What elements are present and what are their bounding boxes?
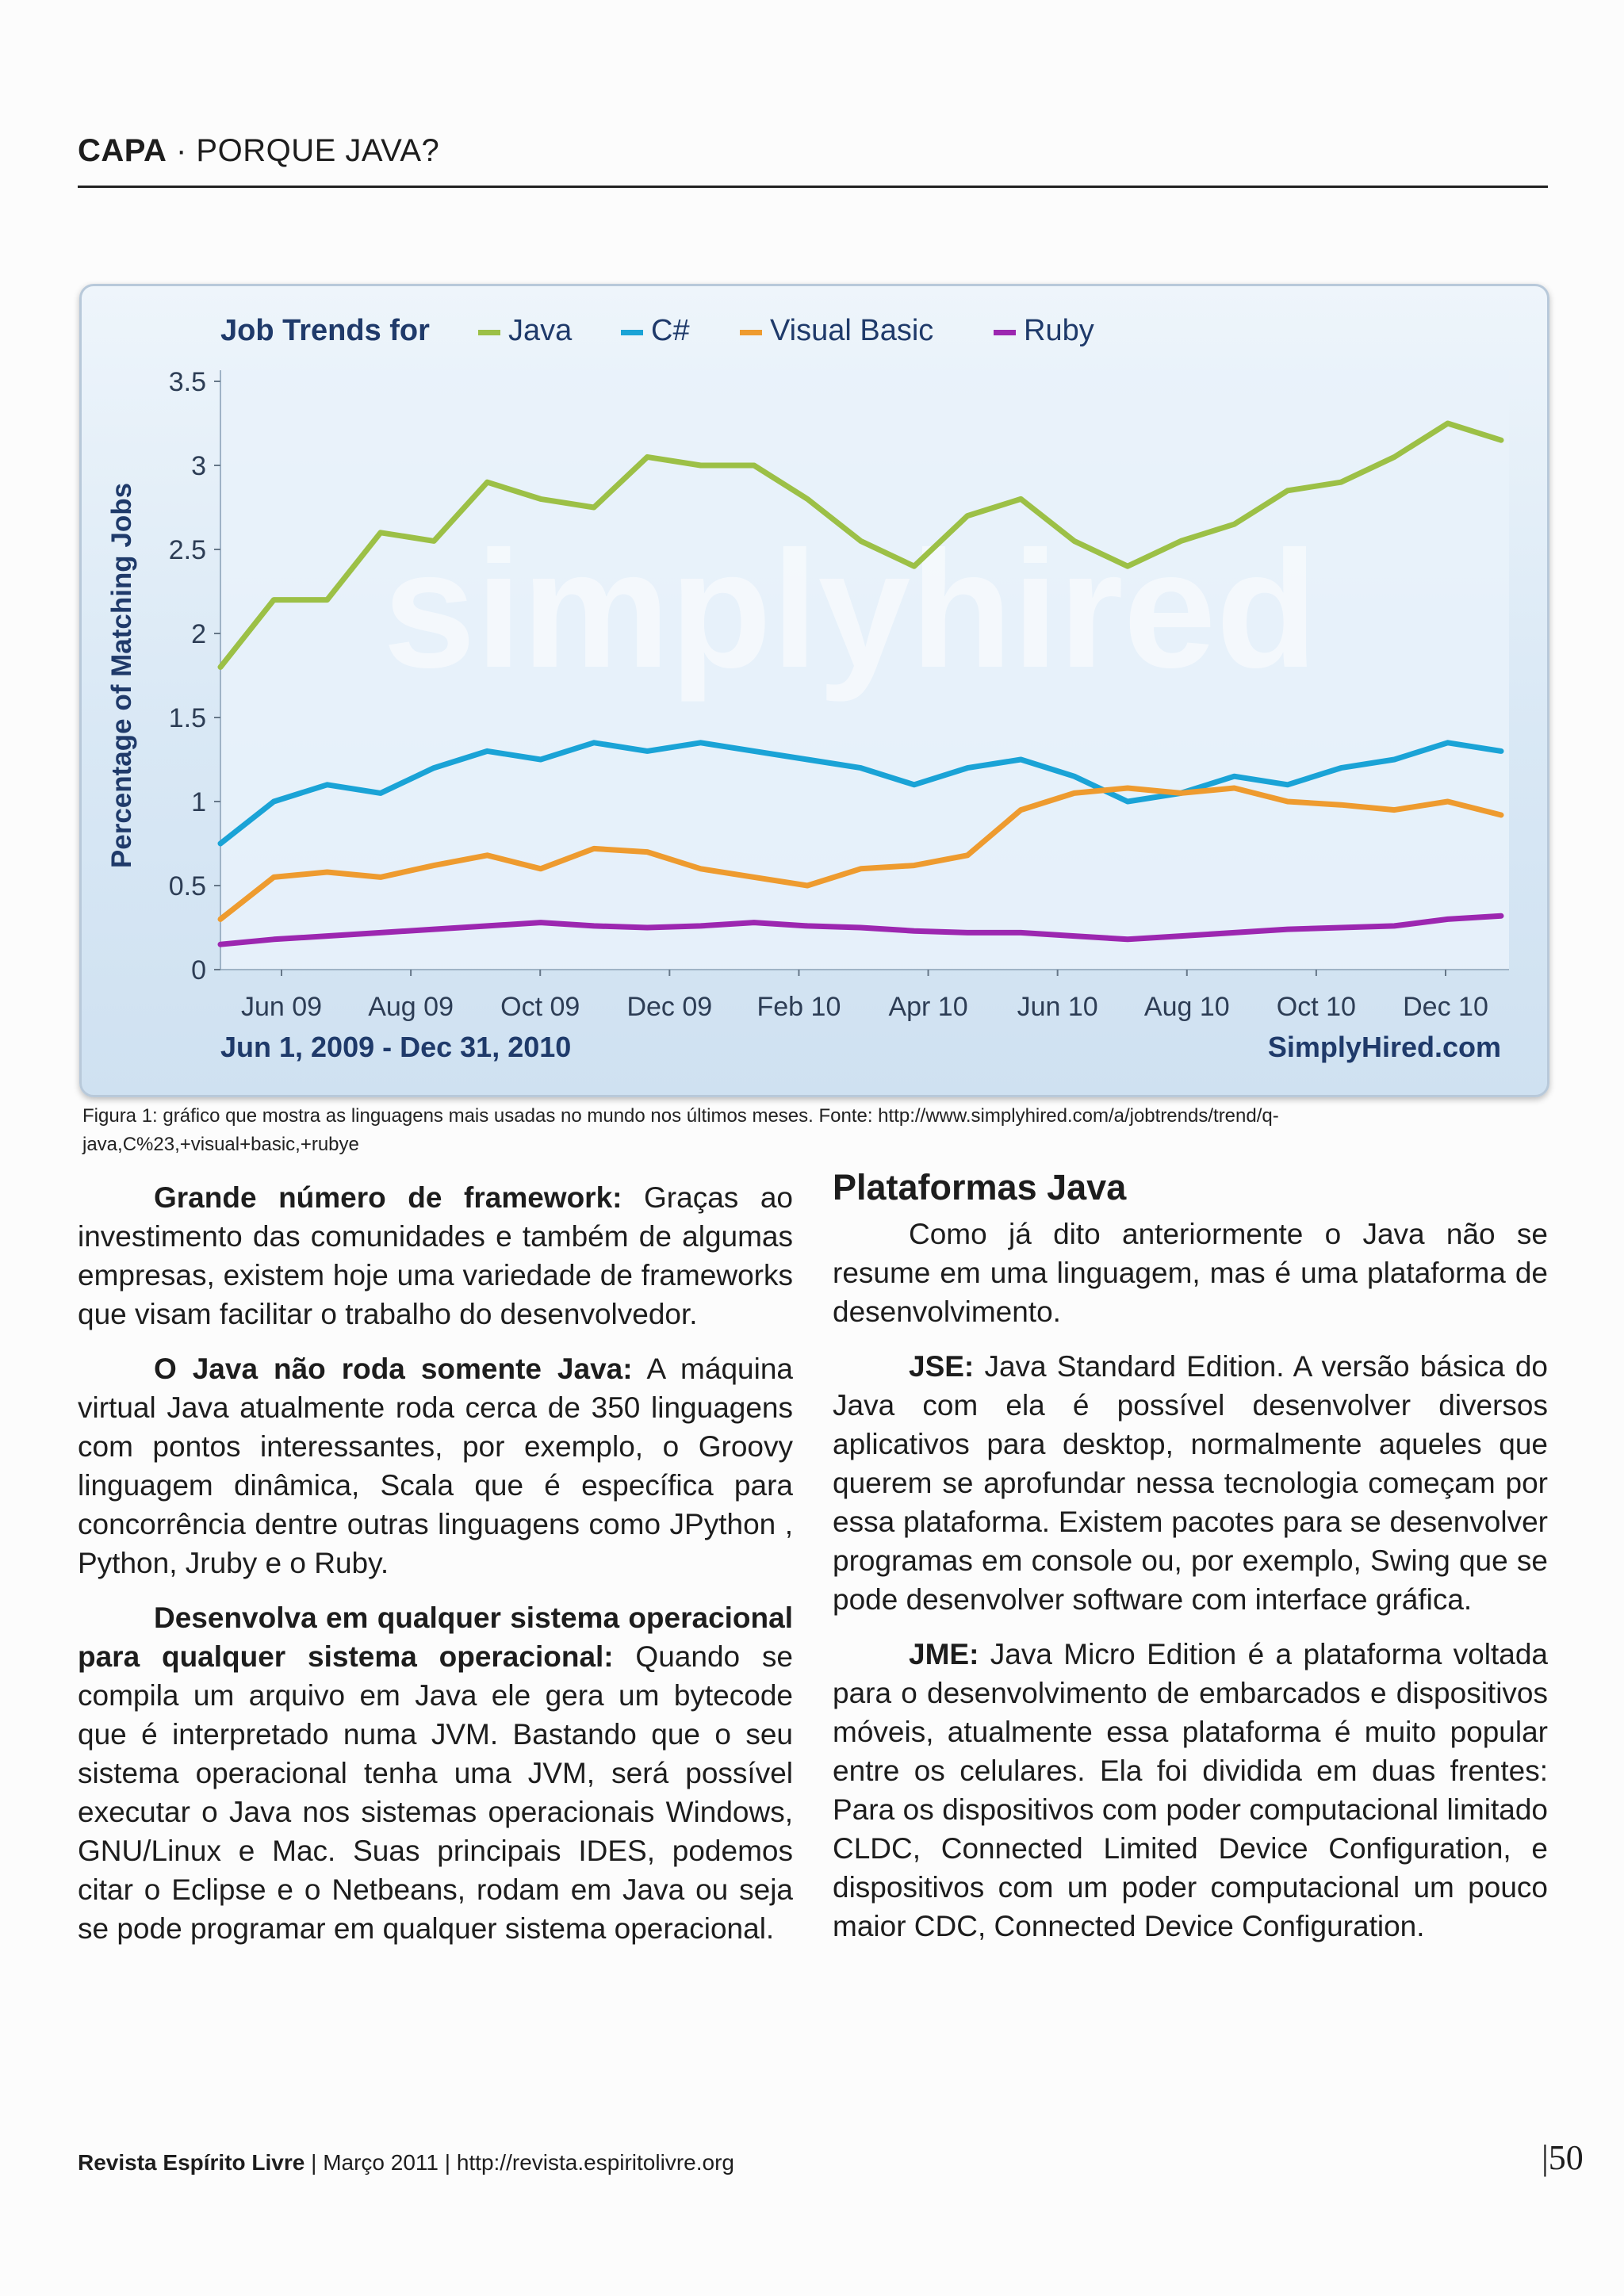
legend-swatch-ruby: [994, 330, 1016, 335]
legend-label: Ruby: [1024, 314, 1094, 347]
x-tick-label: Aug 09: [368, 992, 454, 1022]
y-axis-label: Percentage of Matching Jobs: [106, 482, 137, 869]
paragraph-lead: Desenvolva em qualquer sistema operacional para qualquer sistema operacional:: [78, 1601, 793, 1673]
x-tick-label: Dec 10: [1403, 992, 1488, 1022]
y-tick-label: 1: [191, 787, 206, 817]
y-tick-label: 2.5: [168, 535, 206, 565]
header-rule: [78, 186, 1548, 188]
page-number: |50: [1542, 2138, 1584, 2177]
paragraph-lead: Grande número de framework:: [154, 1181, 622, 1214]
paragraph-jse: [833, 1347, 1548, 1619]
x-tick-label: Apr 10: [888, 992, 968, 1022]
chart-title: Job Trends for: [220, 314, 430, 347]
paragraph-frameworks: [78, 1178, 793, 1334]
paragraph-jvm-languages: [78, 1349, 793, 1582]
legend-label: Java: [508, 314, 573, 347]
x-tick-label: Jun 10: [1017, 992, 1098, 1022]
y-tick-label: 0.5: [168, 871, 206, 901]
legend-swatch-java: [478, 330, 500, 335]
x-tick-label: Dec 09: [626, 992, 713, 1022]
paragraph-jme: [833, 1635, 1548, 1946]
footer-separator: |: [438, 2150, 457, 2175]
date-range: Jun 1, 2009 - Dec 31, 2010: [220, 1031, 572, 1063]
paragraph-lead: O Java não roda somente Java:: [154, 1353, 633, 1385]
section-label: CAPA: [78, 133, 167, 168]
legend-label: Visual Basic: [770, 314, 934, 347]
paragraph-text: Graças ao investimento das comunidades e também de algumas empresas, existem hoje uma variedade de frameworks que visam facilitar o trabalho do desenvolvedor.: [78, 1181, 793, 1330]
y-tick-label: 3: [191, 451, 206, 481]
y-tick-label: 1.5: [168, 703, 206, 733]
y-tick-label: 0: [191, 955, 206, 985]
paragraph-text: A máquina virtual Java atualmente roda cerca de 350 linguagens com pontos interessantes, por exemplo, o Groovy linguagem dinâmica, Scala que é específica para concorrência dentre outras linguagens como JPython , Python, Jruby e o Ruby.: [78, 1353, 793, 1579]
right-column: [833, 1165, 1548, 1961]
page-header: [78, 133, 1548, 169]
header-separator: ·: [167, 133, 197, 168]
left-column: [78, 1178, 793, 1964]
paragraph-cross-platform: [78, 1598, 793, 1948]
page-footer: [78, 2150, 734, 2175]
paragraph-lead: JME:: [909, 1638, 979, 1670]
x-tick-label: Jun 09: [240, 992, 323, 1022]
paragraph-lead: JSE:: [909, 1350, 975, 1383]
x-tick-label: Oct 10: [1276, 992, 1356, 1022]
legend-label: C#: [651, 314, 690, 347]
x-tick-label: Aug 10: [1143, 992, 1230, 1022]
y-tick-label: 3.5: [168, 367, 206, 397]
section-title: Plataformas Java: [833, 1167, 1127, 1207]
footer-separator: |: [304, 2150, 324, 2175]
x-tick-label: Oct 09: [500, 992, 580, 1022]
article-title: PORQUE JAVA?: [196, 133, 440, 168]
job-trends-chart: [79, 284, 1549, 1097]
paragraph-text: Java Standard Edition. A versão básica do Java com ela é possível desenvolver diversos aplicativos para desktop, normalmente aqueles que querem se aprofundar nessa tecnologia começam por essa plataforma. Existem pacotes para se desenvolver programas em console ou, por exemplo, Swing que se pode desenvolver software com interface gráfica.: [833, 1350, 1548, 1616]
chart-svg: [82, 286, 1547, 1095]
paragraph-text: Quando se compila um arquivo em Java ele gera um bytecode que é interpretado numa JVM. Bastando que o seu sistema operacional tenha uma JVM, será possível executar o Java nos sistemas operacionais Windows, GNU/Linux e Mac. Suas principais IDES, podemos citar o Eclipse e o Netbeans, rodam em Java ou seja se pode programar em qualquer sistema operacional.: [78, 1640, 793, 1945]
magazine-url: http://revista.espiritolivre.org: [456, 2150, 734, 2175]
watermark: simplyhired: [383, 516, 1318, 702]
paragraph-text: Java Micro Edition é a plataforma voltada para o desenvolvimento de embarcados e dispositivos móveis, atualmente essa plataforma é muito popular entre os celulares. Ela foi dividida em duas frentes: Para os dispositivos com poder computacional limitado CLDC, Connected Limited Device Configuration, e dispositivos com um poder computacional um pouco maior CDC, Connected Device Configuration.: [833, 1638, 1548, 1942]
issue-date: Março 2011: [323, 2150, 439, 2175]
x-tick-label: Feb 10: [756, 992, 841, 1022]
figure-caption: Figura 1: gráfico que mostra as linguagens mais usadas no mundo nos últimos meses. Fonte: http://www.simplyhired.com/a/jobtrends/trend/q-java,C%23,+visual+basic,+rubye: [82, 1105, 1279, 1155]
magazine-name: Revista Espírito Livre: [78, 2150, 305, 2175]
paragraph-intro: Como já dito anteriormente o Java não se resume em uma linguagem, mas é uma plataforma de desenvolvimento.: [833, 1218, 1548, 1328]
legend-swatch-c-: [621, 330, 643, 335]
legend-swatch-visual-basic: [740, 330, 762, 335]
y-tick-label: 2: [191, 619, 206, 649]
chart-source: SimplyHired.com: [1267, 1031, 1501, 1063]
